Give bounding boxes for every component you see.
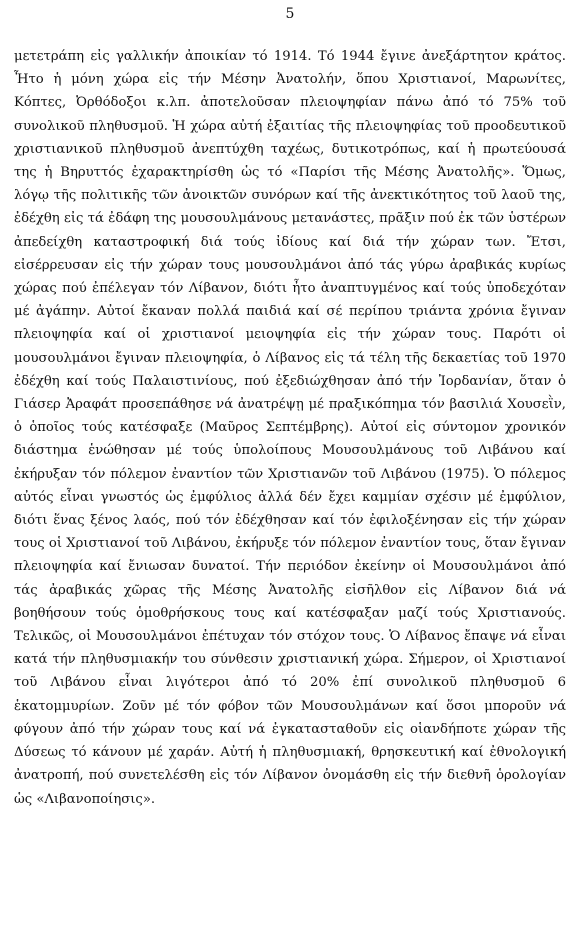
- page-number: 5: [285, 6, 295, 22]
- body-paragraph: μετετράπη εἰς γαλλικήν ἀποικίαν τό 1914. Τό 1944 ἔγινε ἀνεξάρτητον κράτος. Ἦτο ἡ μόνη χώρα εἰς τήν Μέσην Ἀνατολήν, ὅπου Χριστιανοί, Μαρωνίτες, Κόπτες, Ὀρθόδοξοι κ.λπ. ἀποτελοῦσαν πλειοψηφίαν πάνω ἀπό τό 75% τοῦ συνολικοῦ πληθυσμοῦ. Ἡ χώρα αὐτή ἐξαιτίας τῆς πλειοψηφίας τοῦ προοδευτικοῦ χριστιανικοῦ πληθυσμοῦ ἀνεπτύχθη ταχέως, δυτικοτρόπως, καί ἡ πρωτεύουσά της ἡ Βηρυττός ἐχαρακτηρίσθη ὡς τό «Παρίσι τῆς Μέσης Ἀνατολῆς». Ὅμως, λόγῳ τῆς πολιτικῆς τῶν ἀνοικτῶν συνόρων καί τῆς ἀνεκτικότητος τοῦ λαοῦ της, ἐδέχθη εἰς τά ἐδάφη της μουσουλμάνους μετανάστες, πρᾶξιν πού ἐκ τῶν ὑστέρων ἀπεδείχθη καταστροφική διά τούς ἰδίους καί διά τήν χώραν των. Ἔτσι, εἰσέρρευσαν εἰς τήν χώραν τους μουσουλμάνοι ἀπό τάς γύρω ἀραβικάς κυρίως χώρας πού ἐπέλεγαν τόν Λίβανον, διότι ἦτο ἀναπτυγμένος καί τούς ὑποδεχόταν μέ ἀγάπην. Αὐτοί ἔκαναν πολλά παιδιά καί σέ περίπου τριάντα χρόνια ἔγιναν πλειοψηφία καί οἱ χριστιανοί μειοψηφία εἰς τήν χώραν τους. Παρότι οἱ μουσουλμάνοι ἔγιναν πλειοψηφία, ὁ Λίβανος εἰς τά τέλη τῆς δεκαετίας τοῦ 1970 ἐδέχθη καί τούς Παλαιστινίους, πού ἐξεδιώχθησαν ἀπό τήν Ἰορδανίαν, ὅταν ὁ Γιάσερ Ἀραφάτ προσεπάθησε νά ἀνατρέψῃ μέ πραξικόπημα τόν βασιλιά Χουσεῒν, ὁ ὁποῖος τούς κατέσφαξε (Μαῦρος Σεπτέμβρης). Αὐτοί εἰς σύντομον χρονικόν διάστημα ἑνώθησαν μέ τούς ὑπολοίπους Μουσουλμάνους τοῦ Λιβάνου καί ἐκήρυξαν τόν πόλεμον ἐναντίον τῶν Χριστιανῶν τοῦ Λιβάνου (1975). Ὁ πόλεμος αὐτός εἶναι γνωστός ὡς ἐμφύλιος ἀλλά δέν ἔχει καμμίαν σχέσιν μέ ἐμφύλιον, διότι ἕνας ξένος λαός, πού τόν ἐδέχθησαν καί τόν ἐφιλοξένησαν εἰς τήν χώραν τους οἱ Χριστιανοί τοῦ Λιβάνου, ἐκήρυξε τόν πόλεμον ἐναντίον τους, ὅταν ἔγιναν πλειοψηφία καί ἔνιωσαν δυνατοί. Τήν περιόδον ἐκείνην οἱ Μουσουλμάνοι ἀπό τάς ἀραβικάς χῶρας τῆς Μέσης Ἀνατολῆς εἰσῆλθον εἰς Λίβανον διά νά βοηθήσουν τούς ὁμοθρήσκους τους καί κατέσφαξαν μαζί τούς Χριστιανούς. Τελικῶς, οἱ Μουσουλμάνοι ἐπέτυχαν τόν στόχον τους. Ὁ Λίβανος ἔπαψε νά εἶναι κατά τήν πληθυσμιακήν του σύνθεσιν χριστιανική χώρα. Σήμερον, οἱ Χριστιανοί τοῦ Λιβάνου εἶναι λιγότεροι ἀπό τό 20% ἐπί συνολικοῦ πληθυσμοῦ 6 ἑκατομμυρίων. Ζοῦν μέ τόν φόβον τῶν Μουσουλμάνων καί ὅσοι μποροῦν νά φύγουν ἀπό τήν χώραν τους καί νά ἐγκατασταθοῦν εἰς οἱανδήποτε χώραν τῆς Δύσεως τό κάνουν μέ χαράν. Αὐτή ἡ πληθυσμιακή, θρησκευτική καί ἐθνολογική ἀνατροπή, πού συνετελέσθη εἰς τόν Λίβανον ὀνομάσθη εἰς τήν διεθνῆ ὁρολογίαν ὡς «Λιβανοποίησις».: [14, 49, 566, 807]
